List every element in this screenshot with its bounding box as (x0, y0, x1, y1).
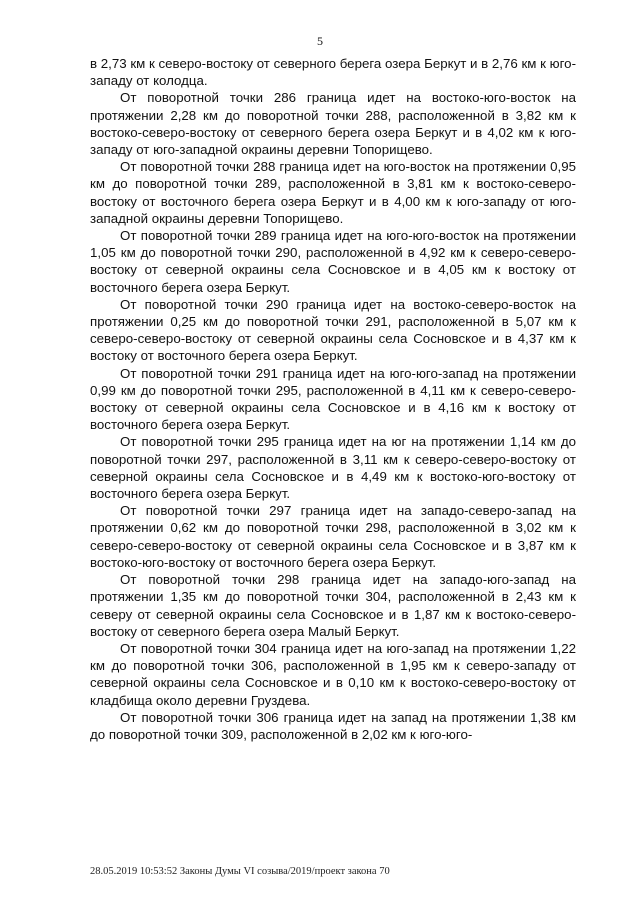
paragraph-9: От поворотной точки 298 граница идет на западо-юго-запад на протяжении 1,35 км до поворотной точки 304, расположенной в 2,43 км к северу от северной окраины села Сосновское и в 1,87 км к востоко-северо-востоку от северного берега озера Малый Беркут. (90, 572, 576, 639)
document-body (90, 55, 576, 743)
page-number: 5 (317, 34, 323, 48)
paragraph-6: От поворотной точки 291 граница идет на юго-юго-запад на протяжении 0,99 км до поворотной точки 295, расположенной в 4,11 км к северо-северо-востоку от северной окраины села Сосновское и в 4,16 км к востоку от восточного берега озера Беркут. (90, 365, 576, 433)
paragraph-10: От поворотной точки 304 граница идет на юго-запад на протяжении 1,22 км до поворотной точки 306, расположенной в 1,95 км к северо-западу от северной окраины села Сосновское и в 0,10 км к востоко-северо-востоку от кладбища около деревни Груздева. (90, 640, 576, 708)
paragraph-4: От поворотной точки 289 граница идет на юго-юго-восток на протяжении 1,05 км до поворотной точки 290, расположенной в 4,92 км к северо-северо-востоку от северной окраины села Сосновское и в 4,05 км к востоку от восточного берега озера Беркут. (90, 228, 576, 295)
paragraph-11: От поворотной точки 306 граница идет на запад на протяжении 1,38 км до поворотной точки 309, расположенной в 2,02 км к юго-юго- (90, 709, 576, 742)
paragraph-1: в 2,73 км к северо-востоку от северного берега озера Беркут и в 2,76 км к юго-западу от колодца. (90, 56, 576, 89)
paragraph-2: От поворотной точки 286 граница идет на востоко-юго-восток на протяжении 2,28 км до поворотной точки 288, расположенной в 3,82 км к востоко-северо-востоку от северного берега озера Беркут и в 4,02 км к юго-западу от юго-западной окраины деревни Топорищево. (90, 90, 576, 158)
paragraph-5: От поворотной точки 290 граница идет на востоко-северо-восток на протяжении 0,25 км до поворотной точки 291, расположенной в 5,07 км к северо-северо-востоку от северной окраины села Сосновское и в 4,37 км к востоку от восточного берега озера Беркут. (90, 296, 576, 364)
paragraph-7: От поворотной точки 295 граница идет на юг на протяжении 1,14 км до поворотной точки 297, расположенной в 3,11 км к северо-северо-востоку от северной окраины села Сосновское и в 4,49 км к востоко-юго-востоку от восточного берега озера Беркут. (90, 434, 576, 502)
paragraph-8: От поворотной точки 297 граница идет на западо-северо-запад на протяжении 0,62 км до поворотной точки 298, расположенной в 3,02 км к северо-северо-востоку от северной окраины села Сосновское и в 3,87 км к востоко-юго-востоку от восточного берега озера Беркут. (90, 503, 576, 570)
document-footer: 28.05.2019 10:53:52 Законы Думы VI созыва/2019/проект закона 70 (90, 866, 390, 877)
paragraph-3: От поворотной точки 288 граница идет на юго-восток на протяжении 0,95 км до поворотной точки 289, расположенной в 3,81 км к востоко-северо-востоку от восточного берега озера Беркут и в 4,00 км к юго-западу от юго-западной окраины деревни Топорищево. (90, 159, 576, 226)
